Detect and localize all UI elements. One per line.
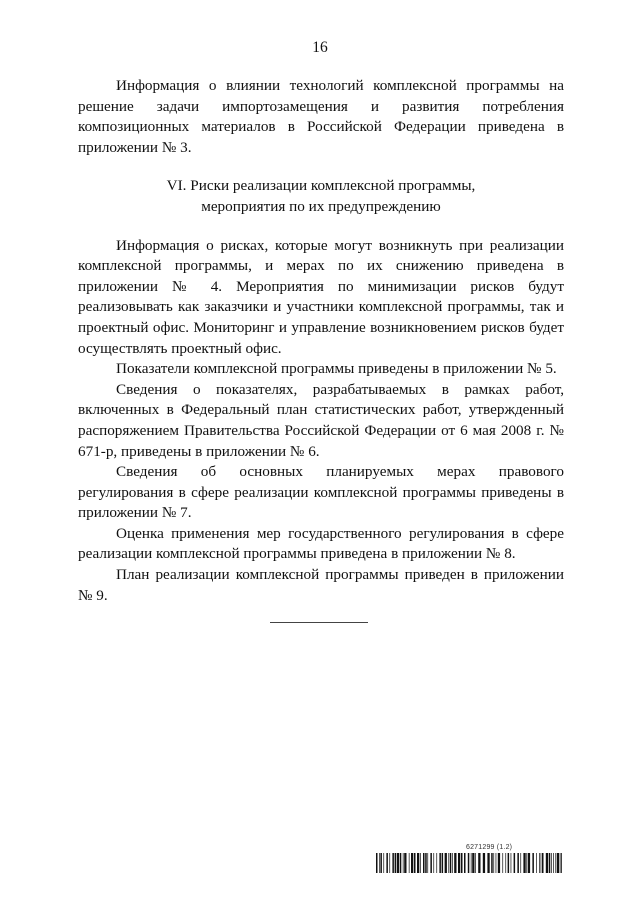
document-body	[78, 76, 564, 606]
document-code: 6271299 (1.2)	[466, 844, 513, 851]
paragraph-risks: Информация о рисках, которые могут возникнуть при реализации комплексной программы, и мерах по их снижению приведена в приложении № 4. Мероприятия по минимизации рисков будут реализовывать как заказчики и участники комплексной программы, так и проектный офис. Мониторинг и управление возникновением рисков будет осуществлять проектный офис.	[78, 236, 564, 357]
section-title-line-2: мероприятия по их предупреждению	[201, 197, 441, 215]
closing-divider	[270, 622, 368, 623]
barcode-icon	[376, 853, 562, 873]
paragraph-statistics: Сведения о показателях, разрабатываемых в рамках работ, включенных в Федеральный план статистических работ, утвержденный распоряжением Правительства Российской Федерации от 6 мая 2008 г. № 671-р, приведены в приложении № 6.	[78, 380, 564, 460]
paragraph-state-regulation: Оценка применения мер государственного регулирования в сфере реализации комплексной программы приведена в приложении № 8.	[78, 524, 564, 563]
page-number: 16	[312, 39, 328, 56]
paragraph-indicators: Показатели комплексной программы приведены в приложении № 5.	[116, 360, 557, 378]
paragraph-implementation-plan: План реализации комплексной программы приведен в приложении № 9.	[78, 566, 564, 604]
section-title	[78, 176, 564, 217]
section-title-line-1: VI. Риски реализации комплексной программы,	[166, 177, 476, 195]
paragraph-legal-regulation: Сведения об основных планируемых мерах правового регулирования в сфере реализации комплексной программы приведены в приложении № 7.	[78, 463, 564, 522]
paragraph-import-substitution: Информация о влиянии технологий комплексной программы на решение задачи импортозамещения и развития потребления композиционных материалов в Российской Федерации приведена в приложении № 3.	[78, 77, 564, 156]
